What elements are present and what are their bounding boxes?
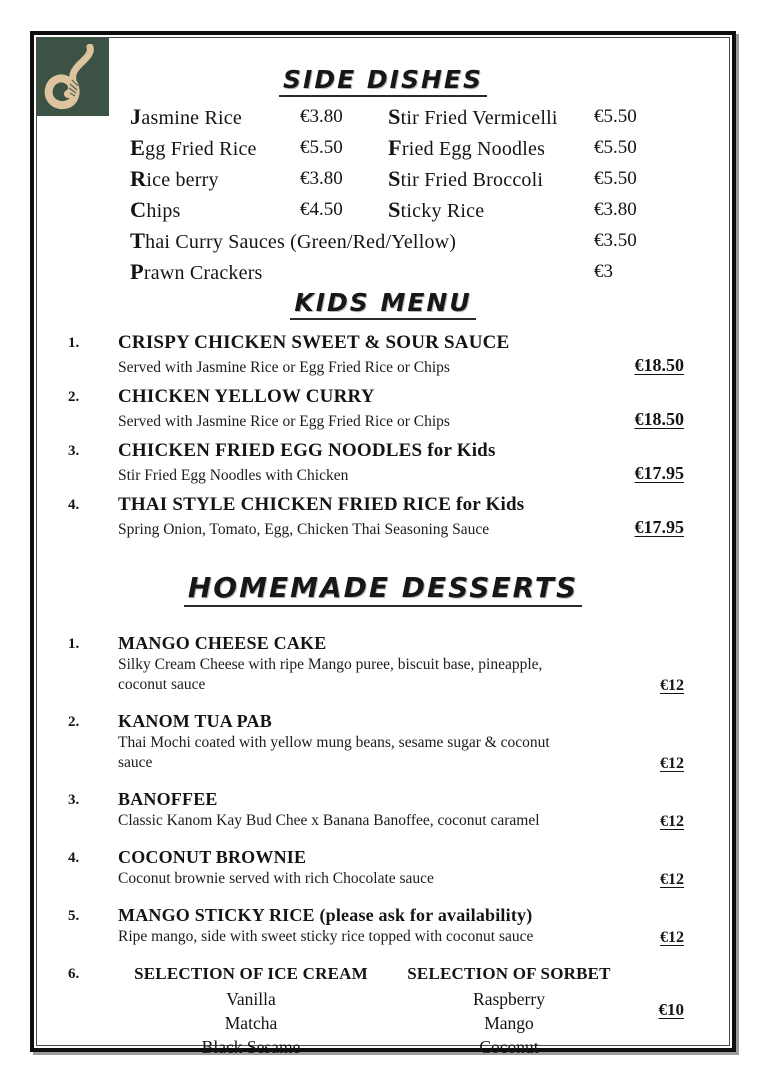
list-item (34, 438, 732, 487)
item-price: €12 (660, 677, 684, 694)
table-row (130, 133, 732, 164)
item-title: MANGO CHEESE CAKE (118, 633, 327, 653)
item-title: COCONUT BROWNIE (118, 847, 307, 867)
kids-menu-list (34, 330, 732, 541)
flavor-option: Black Sesame (201, 1037, 301, 1057)
item-number: 2. (68, 389, 80, 405)
item-number: 4. (68, 850, 80, 866)
list-item (34, 492, 732, 541)
dish-price: €3.50 (594, 230, 637, 251)
table-row (130, 102, 732, 133)
table-row (130, 195, 732, 226)
dish-price: €3.80 (594, 199, 637, 220)
dish-price: €5.50 (594, 168, 637, 189)
item-number: 4. (68, 497, 80, 513)
ice-cream-column (118, 961, 384, 1059)
list-item-selection (34, 961, 732, 1059)
dish-name: Jasmine Rice (130, 104, 242, 129)
swan-logo-icon (44, 44, 102, 110)
item-price: €18.50 (634, 409, 684, 429)
item-description: Classic Kanom Kay Bud Chee x Banana Banoffee, coconut caramel (118, 812, 540, 829)
item-price: €10 (658, 1000, 684, 1019)
dish-price: €5.50 (300, 137, 343, 158)
item-title: SELECTION OF SORBET (407, 964, 611, 983)
list-item (34, 787, 732, 831)
desserts-heading: HOMEMADE DESSERTS (34, 571, 732, 605)
item-price: €17.95 (634, 517, 684, 537)
dish-name: Fried Egg Noodles (388, 135, 546, 160)
list-item (34, 845, 732, 889)
dish-name: Stir Fried Vermicelli (388, 104, 558, 129)
menu-content (34, 35, 732, 1057)
item-price: €18.50 (634, 355, 684, 375)
item-title: THAI STYLE CHICKEN FRIED RICE for Kids (118, 494, 525, 515)
item-number: 1. (68, 636, 80, 652)
item-title: BANOFFEE (118, 789, 218, 809)
desserts-list (34, 631, 732, 1059)
list-item (34, 709, 732, 773)
item-description: Coconut brownie served with rich Chocolate sauce (118, 870, 434, 887)
flavor-option: Raspberry (473, 989, 545, 1009)
item-price: €12 (660, 871, 684, 888)
item-number: 1. (68, 335, 80, 351)
menu-page-frame (30, 31, 736, 1057)
item-title: CHICKEN YELLOW CURRY (118, 386, 375, 407)
flavor-option: Coconut (479, 1037, 539, 1057)
flavor-option: Matcha (224, 1013, 278, 1033)
restaurant-logo (37, 37, 109, 116)
dish-price: €3 (594, 261, 613, 282)
flavor-option: Mango (484, 1013, 534, 1033)
item-number: 3. (68, 443, 80, 459)
item-price: €17.95 (634, 463, 684, 483)
sorbet-column (384, 961, 634, 1059)
item-description: Ripe mango, side with sweet sticky rice topped with coconut sauce (118, 928, 534, 945)
flavor-option: Vanilla (226, 989, 276, 1009)
item-description: Thai Mochi coated with yellow mung beans, sesame sugar & coconut sauce (118, 734, 550, 771)
item-price: €12 (660, 755, 684, 772)
item-title: SELECTION OF ICE CREAM (134, 964, 368, 983)
item-price: €12 (660, 813, 684, 830)
dish-price: €5.50 (594, 106, 637, 127)
item-number: 2. (68, 714, 80, 730)
dish-price: €3.80 (300, 106, 343, 127)
item-description: Spring Onion, Tomato, Egg, Chicken Thai Seasoning Sauce (118, 521, 490, 538)
item-price: €12 (660, 929, 684, 946)
dish-price: €5.50 (594, 137, 637, 158)
list-item (34, 384, 732, 433)
list-item (34, 330, 732, 379)
item-title: KANOM TUA PAB (118, 711, 272, 731)
list-item (34, 631, 732, 695)
dish-name: Egg Fried Rice (130, 135, 257, 160)
item-number: 3. (68, 792, 80, 808)
kids-menu-heading: KIDS MENU (34, 288, 732, 318)
list-item (34, 903, 732, 947)
item-title: CHICKEN FRIED EGG NOODLES for Kids (118, 440, 496, 461)
item-title: CRISPY CHICKEN SWEET & SOUR SAUCE (118, 332, 510, 353)
item-number: 5. (68, 908, 80, 924)
table-row (130, 226, 732, 257)
side-dishes-heading: SIDE DISHES (34, 65, 732, 95)
item-description: Silky Cream Cheese with ripe Mango puree, biscuit base, pineapple, coconut sauce (118, 656, 543, 693)
table-row (130, 257, 732, 288)
dish-name: Sticky Rice (388, 197, 485, 222)
dish-price: €4.50 (300, 199, 343, 220)
dish-name: Stir Fried Broccoli (388, 166, 544, 191)
dish-name: Prawn Crackers (130, 259, 263, 284)
dish-name: Rice berry (130, 166, 219, 191)
item-description: Served with Jasmine Rice or Egg Fried Rice or Chips (118, 359, 450, 376)
side-dishes-table (130, 102, 732, 288)
table-row (130, 164, 732, 195)
dish-name: Thai Curry Sauces (Green/Red/Yellow) (130, 228, 457, 253)
item-number: 6. (68, 966, 80, 982)
item-description: Stir Fried Egg Noodles with Chicken (118, 467, 349, 484)
dish-name: Chips (130, 197, 181, 222)
item-description: Served with Jasmine Rice or Egg Fried Rice or Chips (118, 413, 450, 430)
item-title: MANGO STICKY RICE (please ask for availability) (118, 905, 533, 925)
dish-price: €3.80 (300, 168, 343, 189)
